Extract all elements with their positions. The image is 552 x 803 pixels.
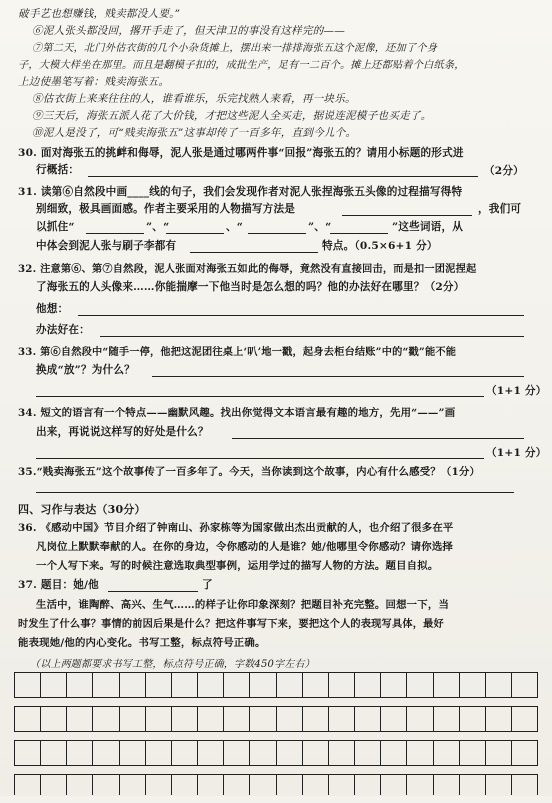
grid-cell[interactable] [460, 741, 486, 765]
grid-cell[interactable] [67, 673, 93, 697]
grid-cell[interactable] [250, 775, 276, 795]
answer-line[interactable] [152, 376, 524, 377]
grid-cell[interactable] [172, 707, 198, 731]
grid-row[interactable] [14, 706, 538, 732]
grid-cell[interactable] [512, 741, 537, 765]
grid-row[interactable] [14, 672, 538, 698]
grid-cell[interactable] [67, 741, 93, 765]
story-line: ⑨三天后，海张五派人花了大价钱，才把这些泥人全买走，据说连泥模子也买走了。 [32, 110, 432, 122]
question-30: 30. 面对海张五的挑衅和侮辱，泥人张是通过哪两件事“回报”海张五的？请用小标题的形式进 [18, 147, 464, 159]
question-37-title-suffix: 了 [202, 579, 213, 591]
grid-cell[interactable] [146, 707, 172, 731]
grid-cell[interactable] [224, 707, 250, 731]
grid-cell[interactable] [172, 775, 198, 795]
question-36: 36. 《感动中国》节目介绍了钟南山、孙家栋等为国家做出杰出贡献的人，也介绍了很多在平 [18, 522, 454, 534]
grid-cell[interactable] [329, 673, 355, 697]
grid-cell[interactable] [434, 673, 460, 697]
grid-cell[interactable] [460, 707, 486, 731]
grid-cell[interactable] [434, 707, 460, 731]
grid-cell[interactable] [198, 741, 224, 765]
grid-cell[interactable] [407, 707, 433, 731]
answer-blank[interactable] [248, 233, 306, 234]
grid-cell[interactable] [93, 707, 119, 731]
question-36-line2: 凡岗位上默默奉献的人。在你的身边，令你感动的人是谁？她/他哪里令你感动？请你选择 [36, 541, 454, 553]
question-31-line2b: ，我们可 [478, 203, 522, 215]
grid-cell[interactable] [67, 775, 93, 795]
grid-cell[interactable] [146, 775, 172, 795]
grid-cell[interactable] [146, 741, 172, 765]
question-31-line4b: 特点。（0.5×6+1 分） [322, 240, 438, 252]
question-30-score: （2分） [484, 165, 524, 177]
question-31-line3a: 以抓住“ [36, 221, 75, 233]
grid-cell[interactable] [486, 741, 512, 765]
question-33: 33. 第⑥自然段中“随手一停，他把这泥团往桌上‘叭’地一戳，起身去柜台结账”中的“戳”能不能 [18, 346, 457, 358]
grid-cell[interactable] [224, 741, 250, 765]
grid-cell[interactable] [486, 775, 512, 795]
grid-cell[interactable] [434, 741, 460, 765]
question-35: 35.“贱卖海张五”这个故事传了一百多年了。今天，当你读到这个故事，内心有什么感受？（1分） [18, 466, 481, 478]
grid-cell[interactable] [460, 673, 486, 697]
grid-cell[interactable] [277, 741, 303, 765]
grid-cell[interactable] [277, 775, 303, 795]
question-31-line3d: ”、“ [308, 221, 332, 233]
grid-cell[interactable] [120, 775, 146, 795]
grid-cell[interactable] [93, 741, 119, 765]
grid-cell[interactable] [224, 673, 250, 697]
grid-cell[interactable] [250, 707, 276, 731]
grid-cell[interactable] [303, 673, 329, 697]
answer-blank[interactable] [166, 233, 224, 234]
question-31-line3e: ”这些词语，从 [392, 221, 464, 233]
question-33-score: （1+1 分） [486, 385, 547, 397]
story-line: 上边使墨笔写着：贱卖海张五。 [18, 76, 170, 88]
grid-cell[interactable] [329, 775, 355, 795]
grid-cell[interactable] [277, 673, 303, 697]
answer-blank[interactable] [330, 233, 388, 234]
grid-cell[interactable] [407, 673, 433, 697]
grid-cell[interactable] [15, 707, 41, 731]
grid-cell[interactable] [146, 673, 172, 697]
answer-line[interactable] [36, 492, 514, 493]
grid-cell[interactable] [512, 775, 537, 795]
story-line: ⑩泥人是没了，可“贱卖海张五”这事却传了一百多年，直到今儿个。 [32, 127, 357, 139]
grid-cell[interactable] [250, 741, 276, 765]
grid-cell[interactable] [120, 707, 146, 731]
story-line: 破手艺也想赚钱，贱卖都没人要。” [18, 8, 181, 20]
grid-cell[interactable] [460, 775, 486, 795]
grid-cell[interactable] [512, 707, 537, 731]
grid-cell[interactable] [486, 673, 512, 697]
question-31-line3b: ”、“ [146, 221, 170, 233]
question-31-line2: 别细致，极具画面感。作者主要采用的人物描写方法是 [36, 203, 296, 215]
grid-cell[interactable] [277, 707, 303, 731]
question-37-line4: 能表现她/他的内心变化。书写工整，标点符号正确。 [18, 637, 266, 649]
grid-cell[interactable] [355, 673, 381, 697]
story-line: ⑧估衣街上来来往往的人，谁看谁乐，乐完找熟人来看，再一块乐。 [32, 93, 356, 105]
grid-cell[interactable] [329, 741, 355, 765]
answer-line[interactable] [342, 215, 472, 216]
grid-cell[interactable] [250, 673, 276, 697]
grid-cell[interactable] [407, 741, 433, 765]
grid-cell[interactable] [15, 741, 41, 765]
grid-cell[interactable] [486, 707, 512, 731]
grid-cell[interactable] [355, 707, 381, 731]
grid-cell[interactable] [93, 673, 119, 697]
question-32: 32. 注意第⑥、第⑦自然段，泥人张面对海张五如此的侮辱，竟然没有直接回击，而是扣一团泥捏起 [18, 263, 477, 275]
answer-line[interactable] [232, 438, 524, 439]
question-32-think-label: 他想： [36, 303, 69, 315]
section-title: 四、习作与表达（30分） [18, 503, 146, 516]
question-32-line2: 了海张五的人头像来……你能揣摩一下他当时是怎么想的吗？他的办法好在哪里？（2分） [36, 281, 465, 293]
grid-cell[interactable] [93, 775, 119, 795]
grid-cell[interactable] [381, 741, 407, 765]
grid-cell[interactable] [198, 673, 224, 697]
answer-line[interactable] [78, 315, 524, 316]
grid-cell[interactable] [303, 707, 329, 731]
grid-cell[interactable] [120, 741, 146, 765]
story-line: 子，大模大样坐在那里。而且是翻模子扣的，成批生产，足有一二百个。摊上还都贴着个白纸条， [18, 60, 465, 71]
grid-cell[interactable] [172, 741, 198, 765]
grid-cell[interactable] [381, 707, 407, 731]
writing-grid[interactable] [14, 672, 538, 803]
question-31: 31. 读第⑥自然段中画____线的句子，我们会发现作者对泥人张捏海张五头像的过程描写得特 [18, 186, 463, 198]
question-37-title-label: 37. 题目：她/他 [18, 579, 99, 591]
question-34-line2: 出来，再说说这样写的好处是什么？ [36, 426, 209, 438]
answer-line[interactable] [190, 252, 318, 253]
grid-cell[interactable] [120, 673, 146, 697]
answer-line[interactable] [36, 396, 484, 397]
grid-cell[interactable] [41, 707, 67, 731]
title-blank[interactable] [108, 591, 198, 592]
question-32-method-label: 办法好在： [36, 324, 90, 336]
grid-cell[interactable] [303, 741, 329, 765]
grid-row[interactable] [14, 774, 538, 795]
answer-line[interactable] [88, 176, 478, 177]
question-30-cont: 行概括： [36, 164, 80, 176]
answer-line[interactable] [100, 336, 524, 337]
story-line: ⑦第二天，北门外估衣街的几个小杂货摊上，摆出来一排排海张五这个泥像，还加了个身 [32, 43, 438, 54]
grid-cell[interactable] [198, 707, 224, 731]
question-34: 34. 短文的语言有一个特点——幽默风趣。找出你觉得文本语言最有趣的地方，先用“——”画 [18, 407, 456, 419]
grid-cell[interactable] [381, 775, 407, 795]
question-36-line3: 一个人写下来。写的时候注意选取典型事例，运用学过的描写人物的方法。题目自拟。 [36, 560, 439, 572]
grid-cell[interactable] [198, 775, 224, 795]
question-37-line2: 生活中，谁陶醉、高兴、生气……的样子让你印象深刻？把题目补充完整。回想一下，当 [36, 599, 450, 611]
answer-blank[interactable] [86, 233, 144, 234]
grid-cell[interactable] [512, 673, 537, 697]
grid-cell[interactable] [329, 707, 355, 731]
story-line: ⑥泥人张头都没回，撂开手走了，但天津卫的事没有这样完的—— [32, 25, 346, 37]
writing-requirement-note: （以上两题都要求书写工整，标点符号正确，字数450字左右） [30, 659, 315, 670]
grid-cell[interactable] [407, 775, 433, 795]
question-33-line2: 换成“放”？为什么？ [36, 364, 135, 376]
grid-cell[interactable] [381, 673, 407, 697]
grid-row[interactable] [14, 740, 538, 766]
question-37-line3: 时发生了什么事？事情的前因后果是什么？把这件事写下来，要把这个人的表现写具体，最好 [18, 618, 444, 630]
grid-cell[interactable] [224, 775, 250, 795]
question-34-score: （1+1 分） [486, 447, 547, 459]
grid-cell[interactable] [41, 775, 67, 795]
grid-cell[interactable] [355, 775, 381, 795]
grid-cell[interactable] [303, 775, 329, 795]
grid-cell[interactable] [434, 775, 460, 795]
grid-cell[interactable] [41, 673, 67, 697]
grid-cell[interactable] [15, 673, 41, 697]
grid-cell[interactable] [172, 673, 198, 697]
question-31-line4: 中体会到泥人张与刷子李都有 [36, 240, 177, 252]
answer-line[interactable] [36, 458, 484, 459]
grid-cell[interactable] [41, 741, 67, 765]
grid-cell[interactable] [355, 741, 381, 765]
grid-cell[interactable] [15, 775, 41, 795]
grid-cell[interactable] [67, 707, 93, 731]
question-31-line3c: 、“ [226, 221, 244, 233]
